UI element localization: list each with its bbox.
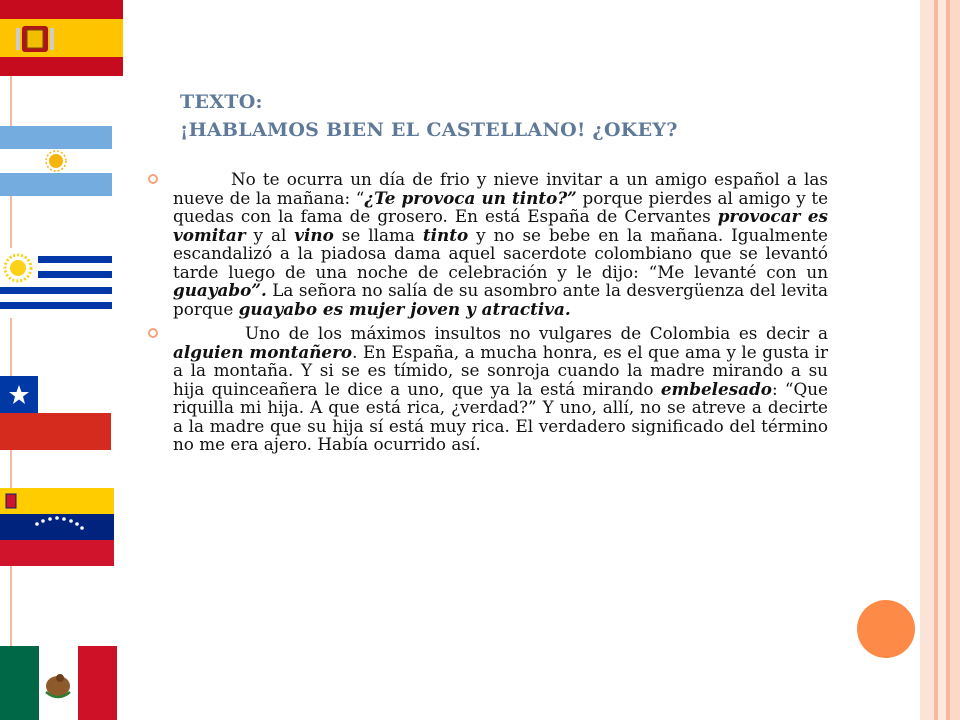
p1-seg-9: guayabo”. bbox=[173, 280, 267, 300]
right-decorative-stripes bbox=[920, 0, 960, 720]
title-line-1: TEXTO: bbox=[180, 91, 263, 113]
paragraph-1 bbox=[148, 170, 828, 318]
p1-seg-5: vino bbox=[294, 224, 334, 245]
left-accent-line bbox=[10, 0, 12, 720]
p2-seg-0: Uno de los máximos insultos no vulgares de Colombia es decir a bbox=[245, 323, 828, 343]
p2-seg-1: alguien montañero bbox=[173, 341, 353, 362]
p1-seg-11: guayabo es mujer joven y atractiva. bbox=[238, 298, 571, 319]
p1-seg-1: ¿Te provoca un tinto?” bbox=[364, 187, 577, 208]
p2-seg-3: embelesado bbox=[660, 378, 772, 399]
flag-spain-icon bbox=[0, 0, 123, 76]
bullet-circle-icon bbox=[148, 328, 158, 338]
paragraph-2 bbox=[148, 324, 828, 454]
title-line-2: ¡HABLAMOS BIEN EL CASTELLANO! ¿OKEY? bbox=[180, 119, 678, 141]
flag-argentina-icon bbox=[0, 126, 123, 196]
flag-chile-icon bbox=[0, 376, 123, 450]
paragraph-2-text bbox=[173, 324, 828, 454]
flag-uruguay-icon bbox=[0, 248, 123, 318]
p1-seg-0: No te ocurra un día de frio y nieve invitar a un amigo español a las nueve de la mañana: “ bbox=[173, 169, 828, 208]
paragraph-1-text bbox=[173, 170, 828, 318]
orange-circle-decoration bbox=[857, 600, 915, 658]
bullet-circle-icon bbox=[148, 174, 158, 184]
slide-title bbox=[180, 88, 678, 144]
p2-seg-2: . En España, a mucha honra, es el que ama y le gusta ir a la montaña. Y si se es tímido, se sonroja cuando la madre mirando a su hija quinceañera le dice a uno, que ya la está mirando bbox=[173, 341, 828, 399]
flag-venezuela-icon bbox=[0, 488, 123, 566]
p1-seg-8: y no se bebe en la mañana. Igualmente escandalizó a la piadosa dama aquel sacerdote colombiano que se levantó tarde luego de una noche de celebración y le dijo: “Me levanté con un bbox=[173, 224, 828, 282]
p1-seg-10: La señora no salía de su asombro ante la desvergüenza del levita porque bbox=[173, 280, 828, 319]
flag-mexico-icon bbox=[0, 646, 123, 720]
p1-seg-6: se llama bbox=[333, 224, 423, 245]
p2-seg-4: : “Que riquilla mi hija. A que está rica, ¿verdad?” Y uno, allí, no se atreve a decirte a la madre que su hija sí está muy rica. El verdadero significado del término no me era ajero. Había ocurrido así. bbox=[173, 378, 828, 454]
p1-seg-4: y al bbox=[245, 224, 295, 245]
p1-seg-2: porque pierdes al amigo y te quedas con la fama de grosero. En está España de Cervantes bbox=[173, 187, 829, 226]
p1-seg-3: provocar es vomitar bbox=[173, 206, 828, 245]
slide-content bbox=[148, 170, 828, 460]
p1-seg-7: tinto bbox=[422, 224, 469, 245]
